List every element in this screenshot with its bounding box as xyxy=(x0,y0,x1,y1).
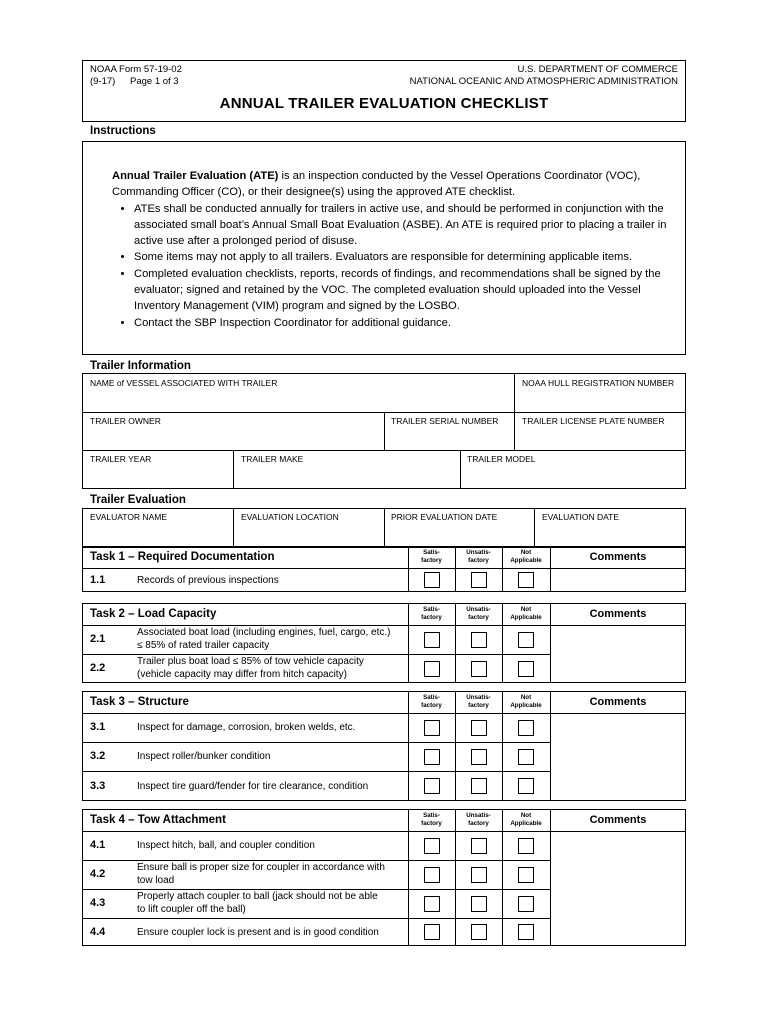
comments-field[interactable] xyxy=(551,714,685,800)
satisfactory-checkbox[interactable] xyxy=(424,632,440,648)
item-description: tow load xyxy=(137,875,175,886)
not-applicable-checkbox[interactable] xyxy=(518,720,534,736)
column-header-line: factory xyxy=(421,614,442,621)
column-header-line: factory xyxy=(468,820,489,827)
not-applicable-checkbox[interactable] xyxy=(518,924,534,940)
trailer-make-field[interactable]: TRAILER MAKE xyxy=(241,454,304,464)
divider xyxy=(460,450,461,489)
not-applicable-checkbox[interactable] xyxy=(518,778,534,794)
column-header-line: Unsatis- xyxy=(466,812,491,819)
unsatisfactory-checkbox[interactable] xyxy=(471,572,487,588)
column-header-line: factory xyxy=(468,557,489,564)
item-number: 1.1 xyxy=(90,573,106,586)
column-header-line: Not xyxy=(520,694,532,701)
evaluation-date-field[interactable]: EVALUATION DATE xyxy=(542,512,619,522)
unsatisfactory-column-header xyxy=(455,606,502,622)
unsatisfactory-checkbox[interactable] xyxy=(471,924,487,940)
column-header-line: Not xyxy=(520,812,532,819)
prior-date-field[interactable]: PRIOR EVALUATION DATE xyxy=(391,512,498,522)
unsatisfactory-checkbox[interactable] xyxy=(471,632,487,648)
column-header-line: Unsatis- xyxy=(466,549,491,556)
item-number: 4.2 xyxy=(90,868,106,880)
column-header-line: Satis- xyxy=(423,606,440,613)
intro-bold: Annual Trailer Evaluation (ATE) xyxy=(112,170,279,182)
not-applicable-column-header xyxy=(502,549,550,565)
divider xyxy=(233,450,234,489)
comments-field[interactable] xyxy=(551,832,685,945)
unsatisfactory-checkbox[interactable] xyxy=(471,661,487,677)
divider xyxy=(233,508,234,548)
column-header-line: Applicable xyxy=(510,702,542,709)
item-number: 3.1 xyxy=(90,721,106,733)
department-name: U.S. DEPARTMENT OF COMMERCE xyxy=(517,64,678,75)
divider xyxy=(502,809,503,946)
item-description: Records of previous inspections xyxy=(137,574,279,586)
not-applicable-checkbox[interactable] xyxy=(518,632,534,648)
task-title: Task 1 – Required Documentation xyxy=(90,551,275,563)
column-header-line: Unsatis- xyxy=(466,606,491,613)
column-header-line: Satis- xyxy=(423,549,440,556)
divider xyxy=(384,508,385,548)
divider xyxy=(82,771,550,772)
divider xyxy=(82,742,550,743)
item-number: 4.1 xyxy=(90,839,106,851)
comments-column-header: Comments xyxy=(589,551,647,563)
instructions-intro xyxy=(112,168,672,201)
unsatisfactory-checkbox[interactable] xyxy=(471,838,487,854)
trailer-owner-field[interactable]: TRAILER OWNER xyxy=(90,416,161,426)
task-title: Task 2 – Load Capacity xyxy=(90,608,217,620)
satisfactory-checkbox[interactable] xyxy=(424,896,440,912)
instruction-bullet: • Contact the SBP Inspection Coordinator for additional guidance. xyxy=(134,315,672,331)
form-date: (9-17) xyxy=(90,76,116,87)
column-header-line: Unsatis- xyxy=(466,694,491,701)
comments-column-header: Comments xyxy=(589,696,647,708)
item-description: Inspect tire guard/fender for tire clearance, condition xyxy=(137,780,369,792)
item-number: 3.3 xyxy=(90,779,106,792)
comments-column-header: Comments xyxy=(589,608,647,620)
divider xyxy=(82,918,550,919)
satisfactory-column-header xyxy=(408,606,455,622)
item-description: Ensure coupler lock is present and is in good condition xyxy=(137,926,379,938)
vessel-name-field[interactable]: NAME of VESSEL ASSOCIATED WITH TRAILER xyxy=(90,378,278,388)
item-number: 4.3 xyxy=(90,897,106,909)
instruction-bullet: • Completed evaluation checklists, reports, records of findings, and recommendations shall be signed by the evaluator; signed and retained by the VOC. The completed evaluation should uploaded into the Vessel Inventory Management (VIM) program and signed by the LOSBO. xyxy=(134,266,672,315)
column-header-line: factory xyxy=(421,557,442,564)
not-applicable-column-header xyxy=(502,606,550,622)
column-header-line: factory xyxy=(468,702,489,709)
not-applicable-checkbox[interactable] xyxy=(518,661,534,677)
satisfactory-checkbox[interactable] xyxy=(424,720,440,736)
satisfactory-checkbox[interactable] xyxy=(424,778,440,794)
comments-field[interactable] xyxy=(551,626,685,682)
page-title: ANNUAL TRAILER EVALUATION CHECKLIST xyxy=(219,95,549,112)
comments-field[interactable] xyxy=(551,569,685,591)
serial-number-field[interactable]: TRAILER SERIAL NUMBER xyxy=(391,416,499,426)
instructions-body xyxy=(112,168,672,331)
item-description: Inspect for damage, corrosion, broken welds, etc. xyxy=(137,722,356,733)
item-number: 2.1 xyxy=(90,633,106,645)
instructions-list xyxy=(112,201,672,331)
not-applicable-checkbox[interactable] xyxy=(518,867,534,883)
item-description: ≤ 85% of rated trailer capacity xyxy=(137,640,270,651)
satisfactory-checkbox[interactable] xyxy=(424,661,440,677)
form-number: NOAA Form 57-19-02 xyxy=(90,64,182,75)
evaluation-location-field[interactable]: EVALUATION LOCATION xyxy=(241,512,339,522)
column-header-line: Not xyxy=(520,606,532,613)
column-header-line: factory xyxy=(421,820,442,827)
column-header-line: factory xyxy=(421,702,442,709)
item-description: to lift coupler off the ball) xyxy=(137,904,246,915)
satisfactory-checkbox[interactable] xyxy=(424,924,440,940)
license-plate-field[interactable]: TRAILER LICENSE PLATE NUMBER xyxy=(522,416,665,426)
item-description: (vehicle capacity may differ from hitch capacity) xyxy=(137,669,347,680)
not-applicable-column-header xyxy=(502,812,550,828)
column-header-line: Applicable xyxy=(510,820,542,827)
unsatisfactory-checkbox[interactable] xyxy=(471,867,487,883)
item-description: Inspect hitch, ball, and coupler condition xyxy=(137,840,315,851)
column-header-line: Not xyxy=(520,549,532,556)
trailer-model-field[interactable]: TRAILER MODEL xyxy=(467,454,536,464)
divider xyxy=(455,809,456,946)
not-applicable-checkbox[interactable] xyxy=(518,896,534,912)
evaluator-name-field[interactable]: EVALUATOR NAME xyxy=(90,512,167,522)
satisfactory-column-header xyxy=(408,549,455,565)
column-header-line: Applicable xyxy=(510,557,542,564)
page-number: Page 1 of 3 xyxy=(130,76,179,87)
unsatisfactory-column-header xyxy=(455,549,502,565)
satisfactory-checkbox[interactable] xyxy=(424,867,440,883)
satisfactory-column-header xyxy=(408,812,455,828)
trailer-eval-heading: Trailer Evaluation xyxy=(90,494,186,506)
divider xyxy=(514,373,515,450)
divider xyxy=(408,809,409,946)
item-description: Trailer plus boat load ≤ 85% of tow vehicle capacity xyxy=(137,656,364,667)
divider xyxy=(534,508,535,548)
column-header-line: Applicable xyxy=(510,614,542,621)
unsatisfactory-checkbox[interactable] xyxy=(471,896,487,912)
task-title: Task 4 – Tow Attachment xyxy=(90,814,226,826)
intro-text: is an inspection conducted by the Vessel Operations Coordinator (VOC), Commanding Officer (CO), or their designee(s) using the approved ATE checklist. xyxy=(112,170,641,199)
instructions-heading: Instructions xyxy=(90,125,156,137)
item-number: 4.4 xyxy=(90,925,106,938)
column-header-line: Satis- xyxy=(423,694,440,701)
trailer-year-field[interactable]: TRAILER YEAR xyxy=(90,454,152,464)
item-description: Inspect roller/bunker condition xyxy=(137,751,271,762)
item-number: 3.2 xyxy=(90,750,106,762)
hull-number-field[interactable]: NOAA HULL REGISTRATION NUMBER xyxy=(522,378,675,388)
satisfactory-checkbox[interactable] xyxy=(424,572,440,588)
column-header-line: factory xyxy=(468,614,489,621)
trailer-info-heading: Trailer Information xyxy=(90,360,191,372)
item-description: Associated boat load (including engines, fuel, cargo, etc.) xyxy=(137,627,391,638)
instruction-bullet: • Some items may not apply to all trailers. Evaluators are responsible for determining applicable items. xyxy=(134,249,672,265)
item-description: Ensure ball is proper size for coupler in accordance with xyxy=(137,862,385,873)
column-header-line: Satis- xyxy=(423,812,440,819)
item-number: 2.2 xyxy=(90,662,106,674)
unsatisfactory-checkbox[interactable] xyxy=(471,778,487,794)
unsatisfactory-column-header xyxy=(455,812,502,828)
unsatisfactory-checkbox[interactable] xyxy=(471,720,487,736)
not-applicable-checkbox[interactable] xyxy=(518,572,534,588)
item-description: Properly attach coupler to ball (jack should not be able xyxy=(137,891,378,902)
divider xyxy=(384,412,385,450)
satisfactory-checkbox[interactable] xyxy=(424,838,440,854)
not-applicable-column-header xyxy=(502,694,550,710)
task-title: Task 3 – Structure xyxy=(90,696,189,708)
satisfactory-column-header xyxy=(408,694,455,710)
divider xyxy=(82,450,686,451)
instruction-bullet: • ATEs shall be conducted annually for trailers in active use, and should be performed in conjunction with the associated small boat’s Annual Small Boat Evaluation (ASBE). An ATE is required prior to placing a trailer in active use after a prolonged period of disuse. xyxy=(134,201,672,250)
unsatisfactory-checkbox[interactable] xyxy=(471,749,487,765)
agency-name: NATIONAL OCEANIC AND ATMOSPHERIC ADMINISTRATION xyxy=(409,76,678,87)
not-applicable-checkbox[interactable] xyxy=(518,749,534,765)
unsatisfactory-column-header xyxy=(455,694,502,710)
not-applicable-checkbox[interactable] xyxy=(518,838,534,854)
satisfactory-checkbox[interactable] xyxy=(424,749,440,765)
comments-column-header: Comments xyxy=(589,814,647,826)
